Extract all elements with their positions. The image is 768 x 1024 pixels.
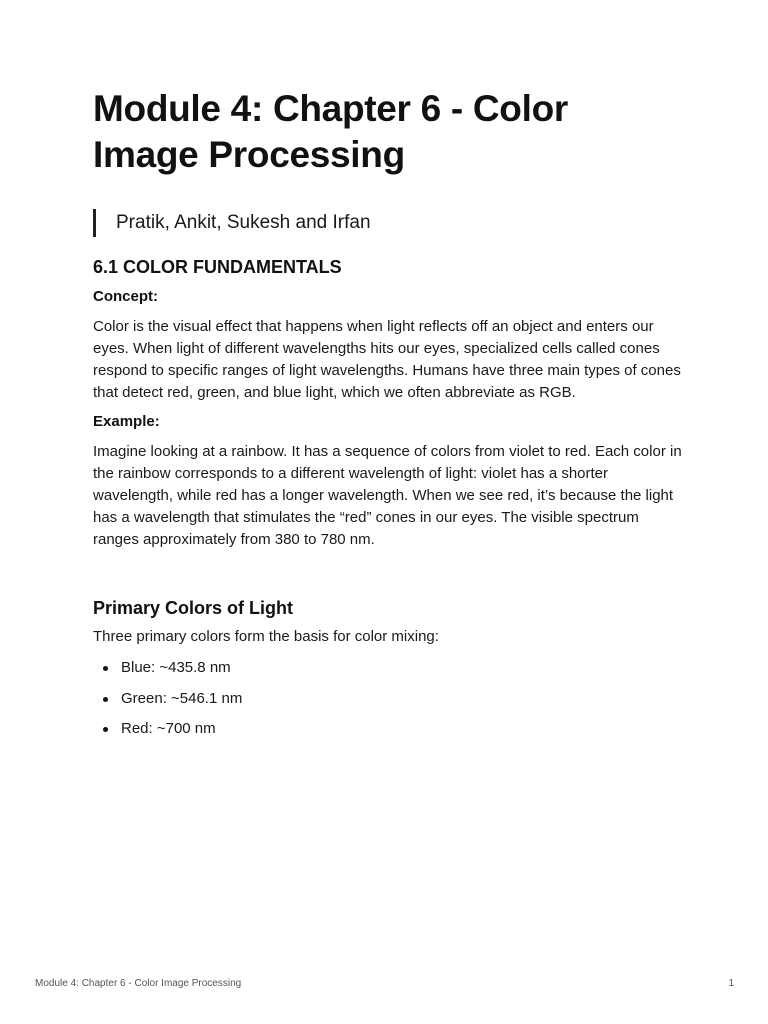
list-item xyxy=(93,657,683,679)
authors-text: Pratik, Ankit, Sukesh and Irfan xyxy=(116,212,371,233)
bullet-icon xyxy=(103,727,108,732)
concept-paragraph: Color is the visual effect that happens when light reflects off an object and enters our eyes. When light of different wavelengths hits our eyes, specialized cells called cones respond to specific ranges of light wavelengths. Humans have three main types of cones that detect red, green, and blue light, which we often abbreviate as RGB. xyxy=(93,318,681,401)
list-item-text: Red: ~700 nm xyxy=(121,720,216,737)
primary-colors-list xyxy=(93,657,683,740)
list-item-text: Blue: ~435.8 nm xyxy=(121,659,231,676)
subsection-intro: Three primary colors form the basis for color mixing: xyxy=(93,628,439,645)
bullet-icon xyxy=(103,697,108,702)
subsection-heading: Primary Colors of Light xyxy=(93,598,294,618)
concept-label: Concept: xyxy=(93,288,158,305)
example-label: Example: xyxy=(93,413,160,430)
bullet-icon xyxy=(103,666,108,671)
authors-blockquote xyxy=(93,209,683,237)
footer-running-title: Module 4: Chapter 6 - Color Image Processing xyxy=(35,978,242,989)
document-title: Module 4: Chapter 6 - Color Image Processing xyxy=(93,88,568,175)
list-item-text: Green: ~546.1 nm xyxy=(121,689,243,707)
section-heading: 6.1 COLOR FUNDAMENTALS xyxy=(93,257,342,277)
footer-page-number: 1 xyxy=(728,978,734,989)
document-page xyxy=(93,86,683,749)
list-item xyxy=(93,718,683,740)
list-item xyxy=(93,688,683,710)
example-paragraph: Imagine looking at a rainbow. It has a sequence of colors from violet to red. Each color in the rainbow corresponds to a different wavelength of light: violet has a shorter wavelength, while red has a longer wavelength. When we see red, it’s because the light has a wavelength that stimulates the “red” cones in our eyes. The visible spectrum ranges approximately from 380 to 780 nm. xyxy=(93,443,682,548)
